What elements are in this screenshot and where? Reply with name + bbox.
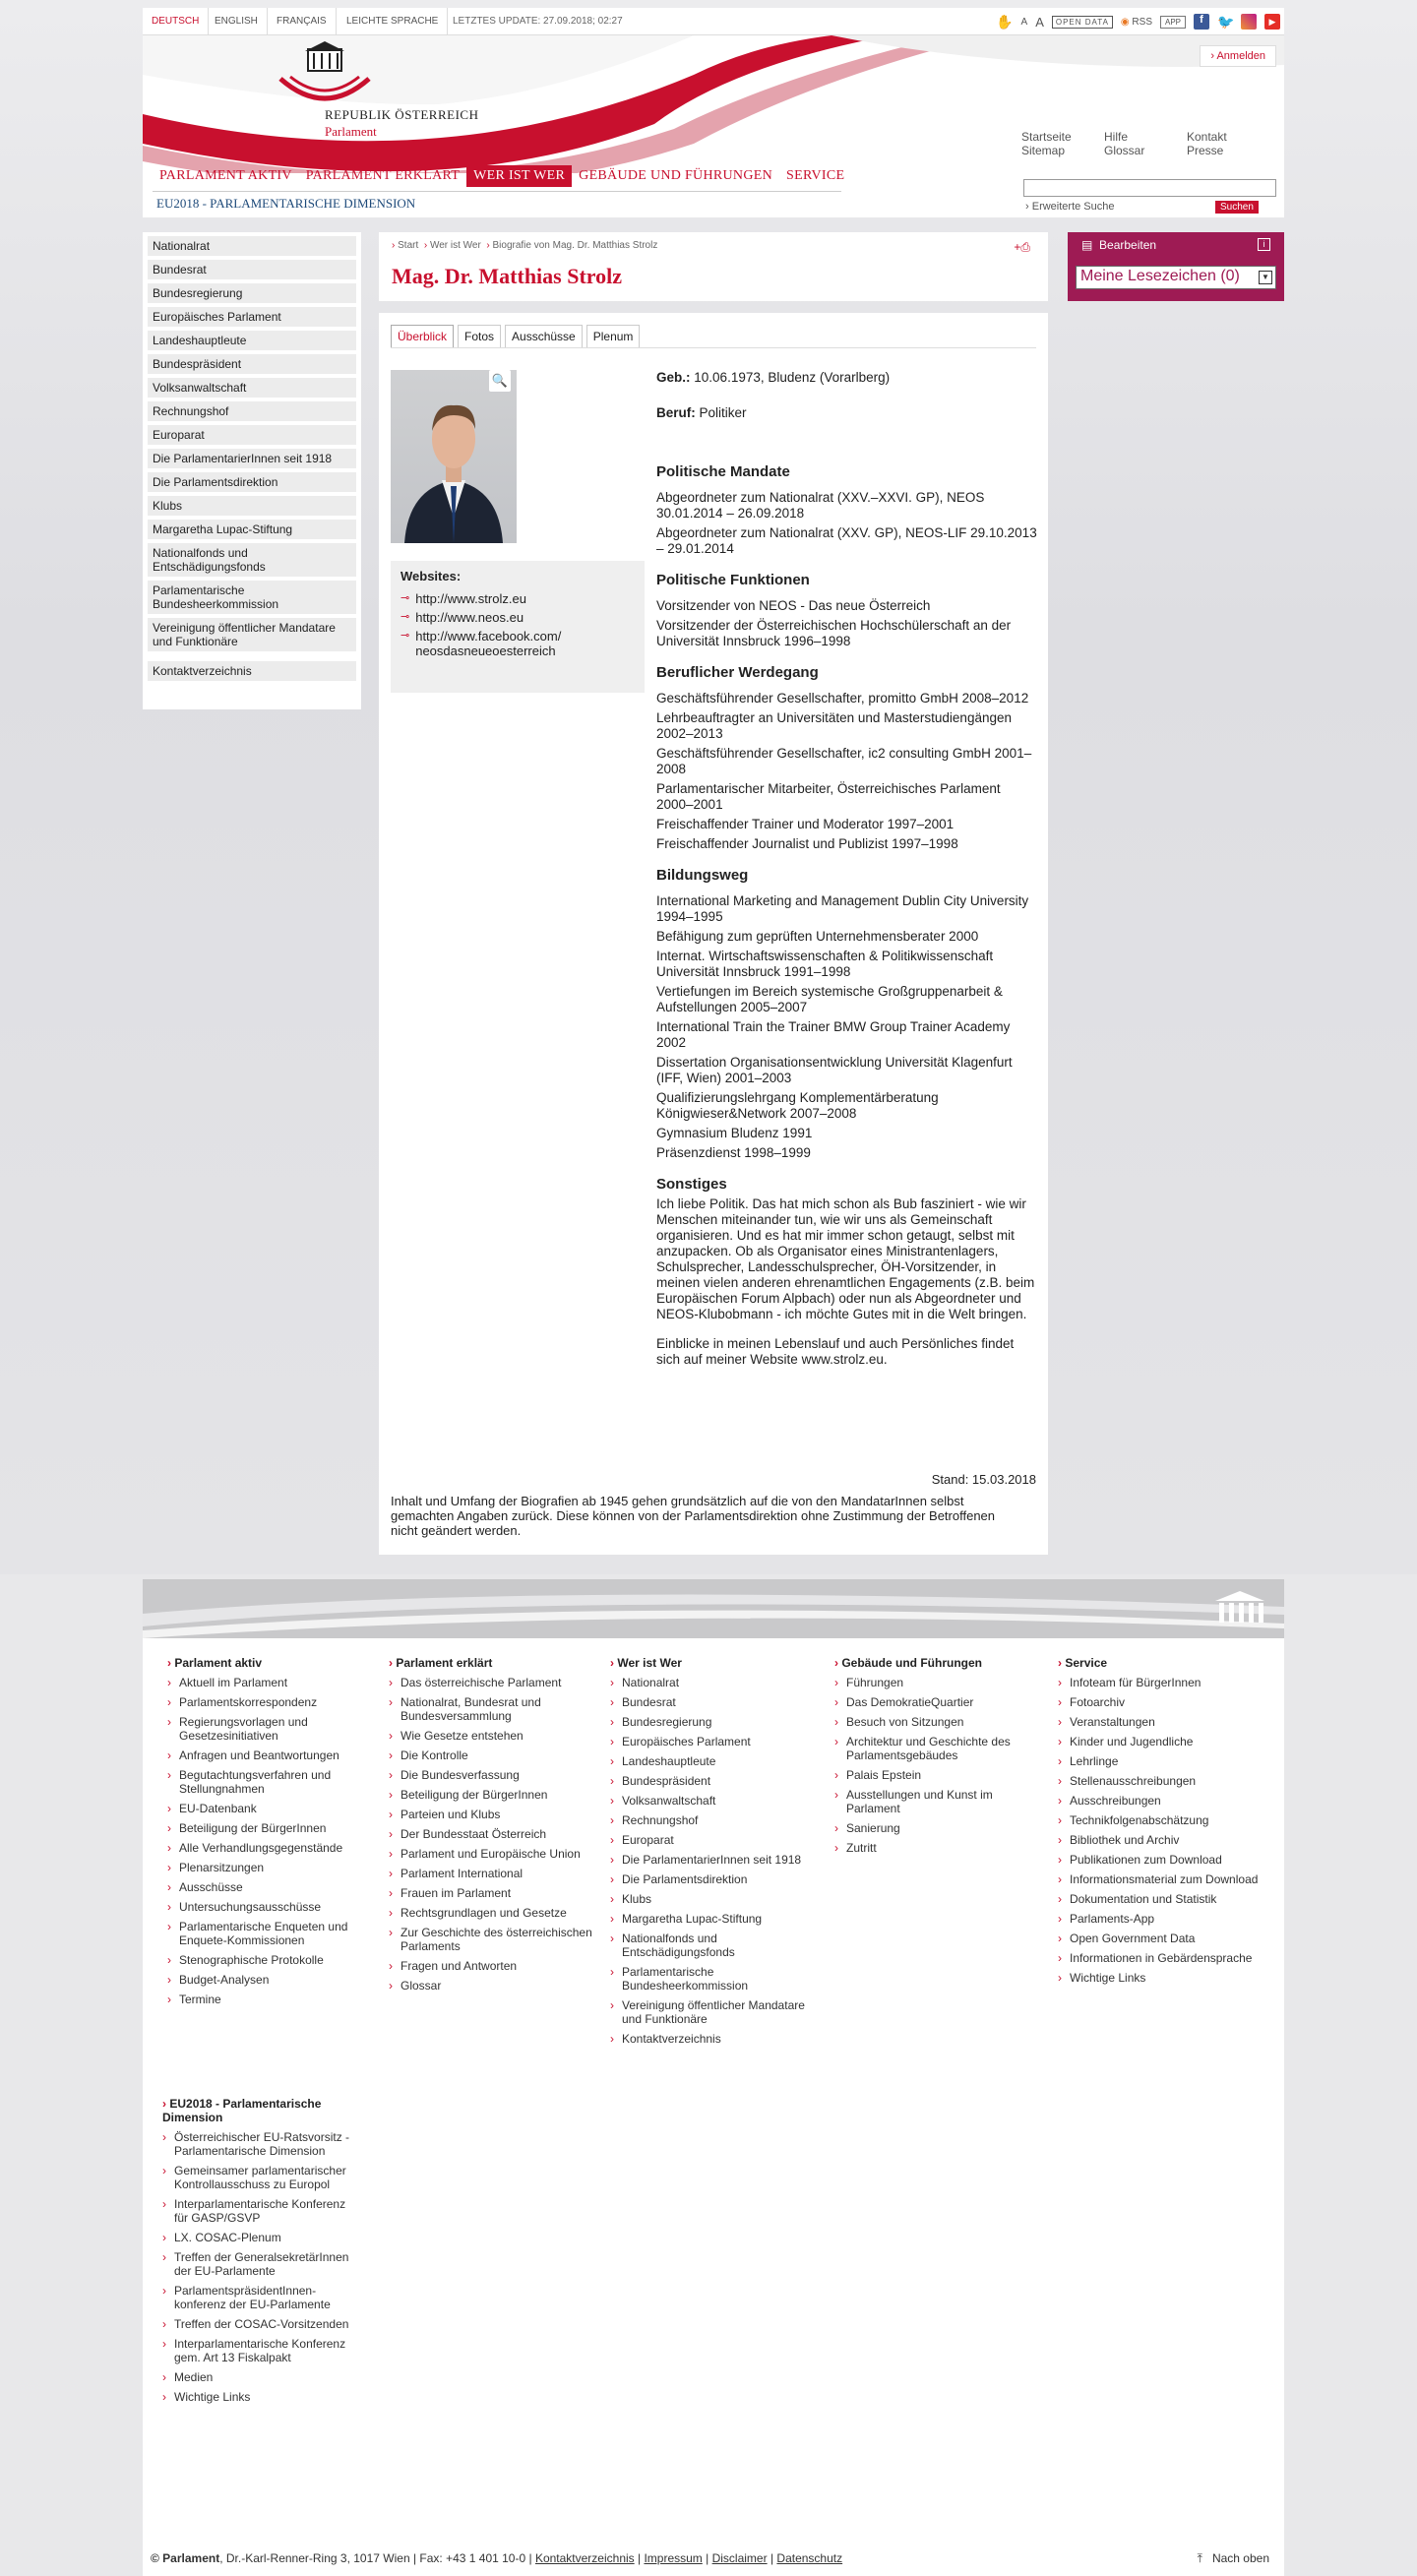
search-button[interactable]: Suchen [1215,201,1259,214]
bookmark-add-icon[interactable]: +⎙ [1014,240,1030,254]
footer-link[interactable]: › Parlament International [389,1867,595,1880]
sidebar-item[interactable]: Nationalrat [148,236,356,256]
top-icons [996,14,1280,30]
rss-icon: ◉ [1120,16,1130,28]
footer-link[interactable]: › Europarat [610,1833,817,1847]
footer-link[interactable]: › Infoteam für BürgerInnen [1058,1676,1264,1689]
kontakt-link[interactable]: Kontakt [1187,130,1227,144]
sidebar-item[interactable]: Europarat [148,425,356,445]
footer-heading[interactable]: › Parlament aktiv [167,1656,374,1670]
footer-heading[interactable]: › Wer ist Wer [610,1656,817,1670]
youtube-icon[interactable]: ▶ [1264,14,1280,30]
education-item: Dissertation Organisationsentwicklung Universität Klagenfurt (IFF, Wien) 2001–2003 [656,1055,1013,1085]
footer-link[interactable]: › Bundesregierung [610,1715,817,1729]
sign-language-icon[interactable]: ✋ [996,13,1014,30]
footer-link[interactable]: › Aktuell im Parlament [167,1676,374,1689]
footer-link[interactable]: › Margaretha Lupac-Stiftung [610,1912,817,1926]
section-heading: Sonstiges [656,1176,727,1193]
footer-link[interactable]: › Österreichischer EU-Ratsvorsitz - Parlamentarische Dimension [162,2130,359,2158]
footer-link[interactable]: › Gemeinsamer parlamentarischer Kontrollausschuss zu Europol [162,2164,359,2191]
footer-link[interactable]: › Bibliothek und Archiv [1058,1833,1264,1847]
footer-link[interactable]: › Anfragen und Beantwortungen [167,1748,374,1762]
footer-link[interactable]: › Parlamentarische Bundesheerkommission [610,1965,817,1993]
footer-col-eu2018 [162,2097,359,2410]
sidebar-item[interactable]: Margaretha Lupac-Stiftung [148,520,356,539]
disclaimer-link[interactable]: Disclaimer [711,2551,768,2565]
footer-link[interactable]: › Die Kontrolle [389,1748,595,1762]
education-item: Vertiefungen im Bereich systemische Großgruppenarbeit & Aufstellungen 2005–2007 [656,984,1003,1014]
footer-link[interactable]: › Wichtige Links [162,2390,359,2404]
back-to-top-label: Nach oben [1211,2551,1269,2565]
footer-link[interactable]: › Besuch von Sitzungen [834,1715,1041,1729]
footer-link[interactable]: › Technikfolgenabschätzung [1058,1813,1264,1827]
footer-link[interactable]: › Kontaktverzeichnis [610,2032,817,2046]
footer-link[interactable]: › Regierungsvorlagen und Gesetzesinitiativen [167,1715,374,1743]
footer-link[interactable]: › Ausschreibungen [1058,1794,1264,1808]
font-large-button[interactable]: A [1035,14,1044,30]
logo-title[interactable]: REPUBLIK ÖSTERREICH [325,107,479,122]
sidebar-item[interactable]: Klubs [148,496,356,516]
chevron-down-icon: ▼ [1259,271,1272,284]
websites-box [391,561,645,693]
portrait-photo[interactable] [391,370,517,543]
footer-link[interactable]: › EU-Datenbank [167,1802,374,1815]
footer-link[interactable]: › Begutachtungsverfahren und Stellungnahmen [167,1768,374,1796]
sidebar-item[interactable]: Landeshauptleute [148,331,356,350]
twitter-icon[interactable]: 🐦 [1217,14,1235,30]
mandate-item: Abgeordneter zum Nationalrat (XXV.–XXVI. GP), NEOS 30.01.2014 – 26.09.2018 [656,490,985,521]
sidebar-item[interactable]: Rechnungshof [148,401,356,421]
copyright: © Parlament, Dr.-Karl-Renner-Ring 3, 1017 Wien | Fax: +43 1 401 10-0 | Kontaktverzeichnis | Impressum | Disclaimer | Datenschutz [151,2551,843,2565]
info-icon[interactable]: i [1258,238,1270,251]
sidebar-item[interactable]: Parlamentarische Bundesheerkommission [148,581,356,614]
advanced-search-label: Erweiterte Suche [1031,201,1115,213]
sitemap-link[interactable]: Sitemap [1021,144,1066,157]
education-item: Qualifizierungslehrgang Komplementärberatung Königwieser&Network 2007–2008 [656,1090,939,1121]
chevron-right-icon: › [1025,201,1032,213]
footer-link[interactable]: › Nationalrat, Bundesrat und Bundesversammlung [389,1695,595,1723]
tab-ueberblick[interactable]: Überblick [391,325,454,348]
lang-english[interactable]: ENGLISH [206,8,268,35]
main-content [379,313,1048,1555]
last-updated: Stand: 15.03.2018 [931,1472,1036,1487]
footer-link[interactable]: › Lehrlinge [1058,1754,1264,1768]
birth-value: 10.06.1973, Bludenz (Vorarlberg) [694,370,891,385]
footer-link[interactable]: › Treffen der COSAC-Vorsitzenden [162,2317,359,2331]
breadcrumb-current: Biografie von Mag. Dr. Matthias Strolz [492,240,658,251]
external-link-icon: ⊸ [400,592,410,604]
footer-link[interactable]: › Treffen der GeneralsekretärInnen der EU-Parlamente [162,2250,359,2278]
external-link-icon: ⊸ [400,630,410,642]
tab-divider [391,347,1036,348]
hilfe-link[interactable]: Hilfe [1104,130,1129,144]
website-link[interactable] [400,610,635,625]
career-item: Parlamentarischer Mitarbeiter, Österreichisches Parlament 2000–2001 [656,781,1001,812]
glossar-link[interactable]: Glossar [1104,144,1145,157]
breadcrumb-start[interactable]: Start [398,240,419,251]
footer-link[interactable]: › Frauen im Parlament [389,1886,595,1900]
footer-link[interactable]: › Die Bundesverfassung [389,1768,595,1782]
edit-label: Bearbeiten [1099,238,1157,252]
kontaktverzeichnis-link[interactable]: Kontaktverzeichnis [534,2551,635,2565]
footer-link[interactable]: › Rechtsgrundlagen und Gesetze [389,1906,595,1920]
footer-swoosh [143,1579,1284,1638]
sidebar-item[interactable]: Kontaktverzeichnis [148,661,356,681]
nav-eu2018[interactable]: EU2018 - PARLAMENTARISCHE DIMENSION [156,196,416,211]
footer-band [143,1579,1284,1638]
footer-link[interactable]: › Stellenausschreibungen [1058,1774,1264,1788]
footer-col-parlament-erklaert [389,1656,595,1998]
footer-link[interactable]: › Publikationen zum Download [1058,1853,1264,1867]
disclaimer: Inhalt und Umfang der Biografien ab 1945 gehen grundsätzlich auf die von den MandatarInnen selbst gemachten Angaben zurück. Diese können von der Parlamentsdirektion ohne Zustimmung der Betroffenen nicht geändert werden. [391,1494,996,1538]
footer-col-parlament-aktiv [167,1656,374,2012]
tab-plenum[interactable]: Plenum [586,325,641,348]
footer-link[interactable]: › Interparlamentarische Konferenz gem. Art 13 Fiskalpakt [162,2337,359,2364]
footer-link[interactable]: › Das österreichische Parlament [389,1676,595,1689]
footer-link[interactable]: › Alle Verhandlungsgegenstände [167,1841,374,1855]
zoom-icon[interactable]: 🔍 [489,370,511,392]
lang-francais[interactable]: FRANÇAIS [268,8,337,35]
title-box [379,232,1048,301]
career-item: Geschäftsführender Gesellschafter, promitto GmbH 2008–2012 [656,691,1029,705]
footer-link[interactable]: › Volksanwaltschaft [610,1794,817,1808]
parliament-logo-icon [271,39,379,108]
footer-link[interactable]: › Informationen in Gebärdensprache [1058,1951,1264,1965]
rss-label: RSS [1132,16,1152,28]
font-small-button[interactable]: A [1020,16,1028,28]
footer-link[interactable]: › Ausschüsse [167,1880,374,1894]
footer-link[interactable]: › ParlamentspräsidentInnen-konferenz der EU-Parlamente [162,2284,359,2311]
sidebar-item[interactable]: Die ParlamentarierInnen seit 1918 [148,449,356,468]
footer-link[interactable]: › Untersuchungsausschüsse [167,1900,374,1914]
footer-link[interactable]: › Landeshauptleute [610,1754,817,1768]
mandate-item: Abgeordneter zum Nationalrat (XXV. GP), NEOS-LIF 29.10.2013 – 29.01.2014 [656,525,1037,556]
copyright-brand: © Parlament [151,2551,220,2565]
nav-parlament-erklaert[interactable]: PARLAMENT ERKLÄRT [305,168,461,183]
footer-link[interactable]: › Der Bundesstaat Österreich [389,1827,595,1841]
sidebar [143,232,361,709]
footer-link[interactable]: › Veranstaltungen [1058,1715,1264,1729]
footer-heading[interactable]: › Parlament erklärt [389,1656,595,1670]
main-nav [153,165,851,187]
footer-link[interactable]: › Beteiligung der BürgerInnen [389,1788,595,1802]
function-item: Vorsitzender von NEOS - Das neue Österreich [656,598,931,613]
login-button[interactable] [1200,45,1276,67]
back-to-top-button[interactable] [1198,2551,1269,2566]
page-title: Mag. Dr. Matthias Strolz [392,264,623,288]
website-link[interactable] [400,591,635,606]
tabs [391,325,640,348]
lang-deutsch[interactable]: DEUTSCH [143,8,209,35]
birth-label: Geb.: [656,370,691,385]
footer-link[interactable]: › Stenographische Protokolle [167,1953,374,1967]
education-item: International Train the Trainer BMW Group Trainer Academy 2002 [656,1019,1011,1050]
footer-col-service [1058,1656,1264,1991]
lang-leichte-sprache[interactable]: LEICHTE SPRACHE [338,8,448,35]
footer-link[interactable]: › Die Parlamentsdirektion [610,1872,817,1886]
bookmarks-select-value: Meine Lesezeichen (0) [1080,268,1240,284]
footer-link[interactable]: › Ausstellungen und Kunst im Parlament [834,1788,1041,1815]
career-item: Freischaffender Trainer und Moderator 1997–2001 [656,817,955,831]
app-button[interactable]: APP [1160,16,1186,29]
career-item: Freischaffender Journalist und Publizist 1997–1998 [656,836,958,851]
instagram-icon[interactable] [1241,14,1257,30]
edit-link[interactable] [1081,238,1156,252]
misc-text: Einblicke in meinen Lebenslauf und auch Persönliches findet sich auf meiner Website www.strolz.eu. [656,1336,1015,1367]
sidebar-item[interactable]: Nationalfonds und Entschädigungsfonds [148,543,356,577]
footer-link[interactable]: › Parlaments-App [1058,1912,1264,1926]
biography [656,370,1038,1370]
footer-link[interactable]: › Palais Epstein [834,1768,1041,1782]
section-heading: Politische Funktionen [656,572,810,588]
footer-link[interactable]: › Medien [162,2370,359,2384]
section-heading: Beruflicher Werdegang [656,664,819,681]
education-item: Internat. Wirtschaftswissenschaften & Politikwissenschaft Universität Innsbruck 1991–1998 [656,949,994,979]
footer-link[interactable]: › Wichtige Links [1058,1971,1264,1985]
sidebar-item[interactable]: Europäisches Parlament [148,307,356,327]
footer-link[interactable]: › Dokumentation und Statistik [1058,1892,1264,1906]
impressum-link[interactable]: Impressum [644,2551,703,2565]
footer-link[interactable]: › Parteien und Klubs [389,1808,595,1821]
footer-link[interactable]: › Nationalfonds und Entschädigungsfonds [610,1932,817,1959]
occupation-info [656,405,1038,421]
advanced-search-link[interactable] [1025,201,1115,213]
bookmarks-select[interactable] [1076,266,1276,289]
sidebar-item[interactable]: Die Parlamentsdirektion [148,472,356,492]
footer-link[interactable]: › LX. COSAC-Plenum [162,2231,359,2244]
footer-link[interactable]: › Open Government Data [1058,1932,1264,1945]
footer-link[interactable]: › Vereinigung öffentlicher Mandatare und Funktionäre [610,1998,817,2026]
footer-link[interactable]: › Zur Geschichte des österreichischen Parlaments [389,1926,595,1953]
birth-info [656,370,1038,386]
tab-ausschuesse[interactable]: Ausschüsse [505,325,583,348]
education-item: Gymnasium Bludenz 1991 [656,1126,813,1140]
career-item: Geschäftsführender Gesellschafter, ic2 consulting GmbH 2001–2008 [656,746,1032,776]
website-link[interactable] [400,629,635,658]
open-data-button[interactable]: OPEN DATA [1052,16,1113,29]
occupation-value: Politiker [699,405,747,420]
footer-link[interactable]: › Parlamentskorrespondenz [167,1695,374,1709]
footer-link[interactable]: › Die ParlamentarierInnen seit 1918 [610,1853,817,1867]
footer-link[interactable]: › Budget-Analysen [167,1973,374,1987]
nav-parlament-aktiv[interactable]: PARLAMENT AKTIV [159,168,292,183]
footer-link[interactable]: › Informationsmaterial zum Download [1058,1872,1264,1886]
arrow-up-icon: ⤒ [1197,2551,1202,2565]
section-heading: Politische Mandate [656,463,790,480]
footer-col-wer-ist-wer [610,1656,817,2052]
sidebar-item[interactable]: Bundesregierung [148,283,356,303]
footer-link[interactable]: › Beteiligung der BürgerInnen [167,1821,374,1835]
website-url: http://www.neos.eu [415,610,524,625]
facebook-icon[interactable]: f [1194,14,1209,30]
datenschutz-link[interactable]: Datenschutz [776,2551,843,2565]
footer-link[interactable]: › Europäisches Parlament [610,1735,817,1748]
footer-heading[interactable]: › Service [1058,1656,1264,1670]
footer [143,1579,1284,2576]
nav-divider [153,191,841,192]
footer-link[interactable]: › Parlamentarische Enqueten und Enquete-Kommissionen [167,1920,374,1947]
nav-gebaeude-fuehrungen[interactable]: GEBÄUDE UND FÜHRUNGEN [579,168,773,183]
misc-text: Ich liebe Politik. Das hat mich schon als Bub fasziniert - wie wir Menschen miteinander tun, wie wir uns als Gemeinschaft organisieren. Und es hat mir immer schon getaugt, selbst mit anzupacken. Ob als Organisator eines Ministrantenlagers, Schulsprecher, Landesschulsprecher, ÖH-Vorsitzender, in meinen vielen anderen ehrenamtlichen Engagements (z.B. beim Europäischen Forum Alpbach) oder nun als Abgeordneter und NEOS-Klubobmann - ich möchte Gutes mit in die Welt bringen. [656,1196,1035,1321]
footer-link[interactable]: › Termine [167,1993,374,2006]
footer-heading[interactable]: › EU2018 - Parlamentarische Dimension [162,2097,359,2124]
footer-link[interactable]: › Nationalrat [610,1676,817,1689]
education-item: International Marketing and Management Dublin City University 1994–1995 [656,893,1029,924]
education-item: Präsenzdienst 1998–1999 [656,1145,811,1160]
footer-link[interactable]: › Fragen und Antworten [389,1959,595,1973]
footer-link[interactable]: › Glossar [389,1979,595,1993]
last-update: LETZTES UPDATE: 27.09.2018; 02:27 [453,16,623,27]
search-input[interactable] [1023,179,1276,197]
footer-link[interactable]: › Fotoarchiv [1058,1695,1264,1709]
footer-link[interactable]: › Bundespräsident [610,1774,817,1788]
website-url: http://www.strolz.eu [415,591,526,606]
nav-wer-ist-wer[interactable]: WER IST WER [466,165,572,187]
function-item: Vorsitzender der Österreichischen Hochschülerschaft an der Universität Innsbruck 1996–1998 [656,618,1012,648]
footer-link[interactable]: › Architektur und Geschichte des Parlamentsgebäudes [834,1735,1041,1762]
footer-link[interactable]: › Zutritt [834,1841,1041,1855]
footer-link[interactable]: › Plenarsitzungen [167,1861,374,1874]
startseite-link[interactable]: Startseite [1021,130,1072,144]
footer-link[interactable]: › Interparlamentarische Konferenz für GASP/GSVP [162,2197,359,2225]
occupation-label: Beruf: [656,405,696,420]
sidebar-item[interactable]: Vereinigung öffentlicher Mandatare und Funktionäre [148,618,356,651]
bookmark-icon: ▤ [1081,238,1093,252]
career-item: Lehrbeauftragter an Universitäten und Masterstudiengängen 2002–2013 [656,710,1012,741]
header [143,35,1284,217]
education-item: Befähigung zum geprüften Unternehmensberater 2000 [656,929,979,944]
website-url: http://www.facebook.com/ neosdasneueoesterreich [415,629,562,658]
footer-link[interactable]: › Das DemokratieQuartier [834,1695,1041,1709]
footer-col-gebaeude [834,1656,1041,1861]
breadcrumb: › Start › Wer ist Wer › Biografie von Mag. Dr. Matthias Strolz [392,240,658,251]
section-heading: Bildungsweg [656,867,749,884]
top-bar [143,8,1284,35]
nav-service[interactable]: SERVICE [786,168,845,183]
login-label: Anmelden [1216,50,1265,62]
copyright-address: , Dr.-Karl-Renner-Ring 3, 1017 Wien | Fax: +43 1 401 10-0 | [219,2551,532,2565]
presse-link[interactable]: Presse [1187,144,1224,157]
bookmark-panel [1068,232,1284,301]
sidebar-item[interactable]: Volksanwaltschaft [148,378,356,398]
footer-link[interactable]: › Parlament und Europäische Union [389,1847,595,1861]
sidebar-item[interactable]: Bundesrat [148,260,356,279]
portrait-image [391,370,517,543]
websites-heading: Websites: [400,569,462,583]
footer-link[interactable]: › Rechnungshof [610,1813,817,1827]
sidebar-item[interactable]: Bundespräsident [148,354,356,374]
rss-link[interactable] [1121,17,1152,28]
tab-fotos[interactable]: Fotos [458,325,501,348]
footer-link[interactable]: › Führungen [834,1676,1041,1689]
footer-link[interactable]: › Sanierung [834,1821,1041,1835]
footer-link[interactable]: › Klubs [610,1892,817,1906]
chevron-right-icon: › [1210,50,1217,62]
logo-subtitle[interactable]: Parlament [325,124,377,139]
footer-link[interactable]: › Kinder und Jugendliche [1058,1735,1264,1748]
external-link-icon: ⊸ [400,611,410,623]
breadcrumb-wer-ist-wer[interactable]: Wer ist Wer [429,240,481,251]
footer-link[interactable]: › Wie Gesetze entstehen [389,1729,595,1743]
footer-link[interactable]: › Bundesrat [610,1695,817,1709]
footer-heading[interactable]: › Gebäude und Führungen [834,1656,1041,1670]
